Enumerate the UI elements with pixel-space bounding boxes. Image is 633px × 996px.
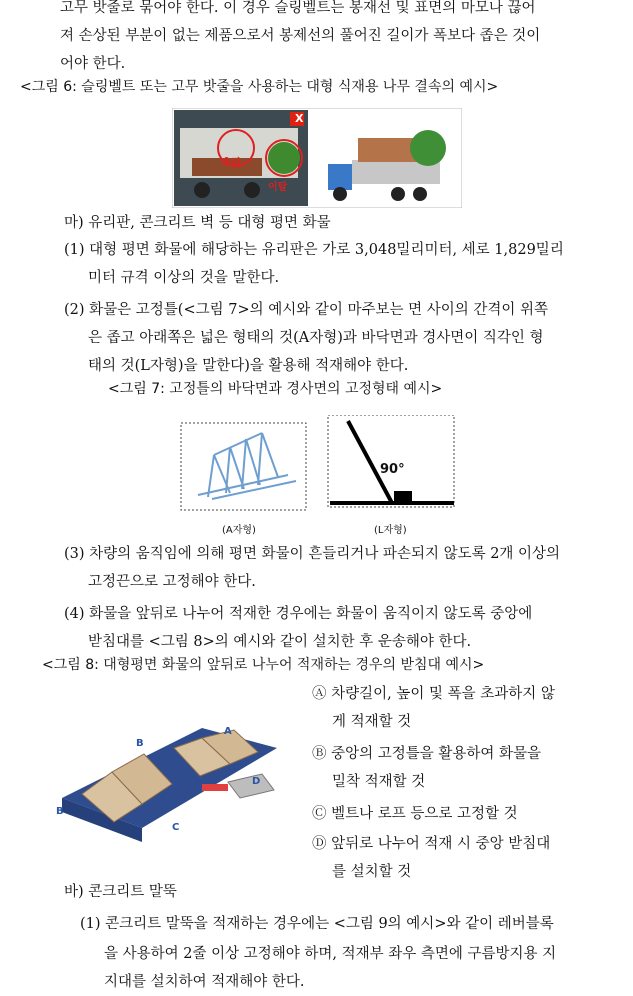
figure-8-caption: <그림 8: 대형평면 화물의 앞뒤로 나누어 적재하는 경우의 받침대 예시> bbox=[42, 657, 485, 673]
fig8-note: 게 적재할 것 bbox=[332, 714, 412, 730]
rack-illustration bbox=[178, 415, 458, 540]
text-line: 받침대를 <그림 8>의 예시와 같이 설치한 후 운송해야 한다. bbox=[88, 634, 472, 650]
figure-7 bbox=[178, 415, 458, 540]
text-line: (1) 대형 평면 화물에 해당하는 유리판은 가로 3,048밀리미터, 세로 1,829밀리 bbox=[64, 242, 564, 258]
text-line: 미터 규격 이상의 것을 말한다. bbox=[88, 270, 280, 286]
fig8-label-d: D bbox=[252, 776, 261, 787]
text-line: 을 사용하여 2줄 이상 고정해야 하며, 적재부 좌우 측면에 구름방지용 지 bbox=[104, 946, 557, 962]
fig7-label-l: (L자형) bbox=[374, 525, 407, 536]
fig8-note: Ⓒ 벨트나 로프 등으로 고정할 것 bbox=[312, 806, 518, 822]
prohibited-mark: X bbox=[295, 112, 304, 125]
fig6-label-detach: 이탈 bbox=[268, 182, 288, 193]
text-line: 져 손상된 부분이 없는 제품으로서 봉제선의 풀어진 길이가 폭보다 좁은 것이 bbox=[60, 28, 541, 44]
text-line: 지대를 설치하여 적재해야 한다. bbox=[104, 974, 305, 990]
text-line: 고정끈으로 고정해야 한다. bbox=[88, 574, 256, 590]
fig8-label-a: A bbox=[224, 726, 232, 737]
fig8-note: Ⓑ 중앙의 고정틀을 활용하여 화물을 bbox=[312, 746, 542, 762]
fig8-label-c: C bbox=[172, 822, 180, 833]
angle-label: 90° bbox=[380, 462, 405, 477]
fig8-note: 밀착 적재할 것 bbox=[332, 774, 426, 790]
text-line: (2) 화물은 고정틀(<그림 7>의 예시와 같이 마주보는 면 사이의 간격이 위쪽 bbox=[64, 302, 548, 318]
fig8-note: Ⓓ 앞뒤로 나누어 적재 시 중앙 받침대 bbox=[312, 836, 551, 852]
fig7-label-a: (A자형) bbox=[222, 525, 256, 536]
section-heading: 바) 콘크리트 말뚝 bbox=[64, 884, 177, 900]
fig8-note: Ⓐ 차량길이, 높이 및 폭을 초과하지 않 bbox=[312, 686, 555, 702]
text-line: (4) 화물을 앞뒤로 나누어 적재한 경우에는 화물이 움직이지 않도록 중앙에 bbox=[64, 606, 533, 622]
text-line: (3) 차량의 움직임에 의해 평면 화물이 흔들리거나 파손되지 않도록 2개 이상의 bbox=[64, 546, 561, 562]
fig8-note: 를 설치할 것 bbox=[332, 864, 412, 880]
text-line: 은 좁고 아래쪽은 넓은 형태의 것(A자형)과 바닥면과 경사면이 직각인 형 bbox=[88, 330, 544, 346]
fig8-label-b2: B bbox=[56, 806, 64, 817]
text-line: 태의 것(L자형)을 말한다)을 활용해 적재해야 한다. bbox=[88, 358, 409, 374]
text-line: 어야 한다. bbox=[60, 56, 126, 72]
text-line: (1) 콘크리트 말뚝을 적재하는 경우에는 <그림 9의 예시>와 같이 레버블록 bbox=[80, 916, 554, 932]
figure-6 bbox=[172, 108, 462, 208]
figure-6-caption: <그림 6: 슬링벨트 또는 고무 밧줄을 사용하는 대형 식재용 나무 결속의 예시> bbox=[20, 79, 499, 95]
truck-illustration bbox=[172, 108, 462, 208]
fig8-label-b: B bbox=[136, 738, 144, 749]
figure-7-caption: <그림 7: 고정틀의 바닥면과 경사면의 고정형태 예시> bbox=[108, 381, 443, 397]
figure-8 bbox=[52, 718, 292, 848]
fig6-label-fall: 추락 bbox=[222, 158, 242, 169]
text-line: 고무 밧줄로 묶어야 한다. 이 경우 슬링벨트는 봉재선 및 표면의 마모나 끊어 bbox=[60, 0, 536, 16]
section-heading: 마) 유리판, 콘크리트 벽 등 대형 평면 화물 bbox=[64, 215, 331, 231]
